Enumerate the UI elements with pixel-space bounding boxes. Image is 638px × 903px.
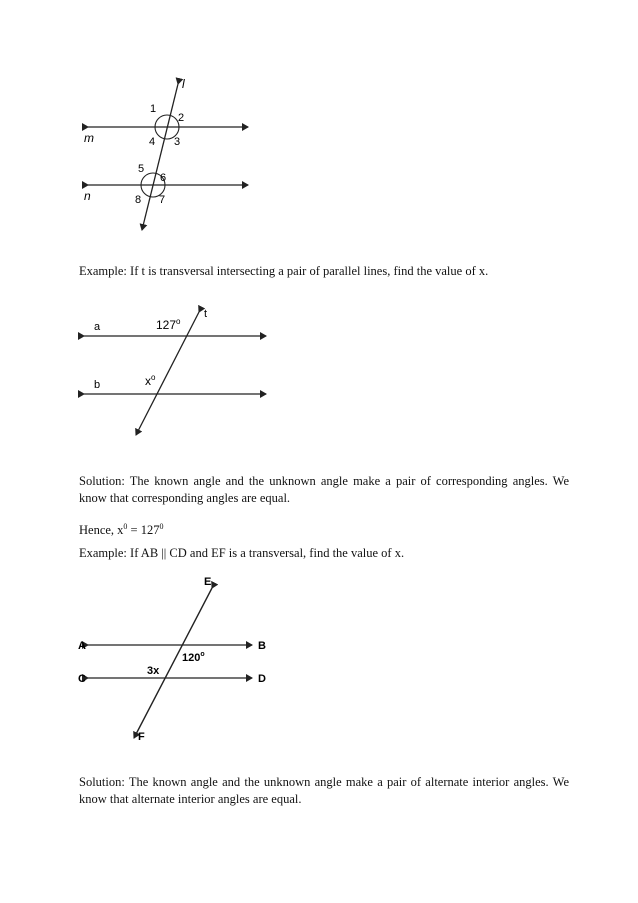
label-B: B	[258, 640, 266, 652]
angle-3x: 3x	[147, 665, 160, 677]
label-A: A	[78, 640, 86, 652]
label-l: l	[182, 77, 185, 91]
angle-5: 5	[138, 163, 145, 175]
label-D: D	[258, 673, 266, 685]
angle-2: 2	[178, 112, 185, 124]
angle-3: 3	[174, 136, 181, 148]
angle-x: $x^o$	[145, 373, 156, 388]
solution-1-text: Solution: The known angle and the unknown angle make a pair of corresponding angles. We know that corresponding angles are equal.	[79, 474, 569, 505]
label-b: b	[94, 379, 101, 391]
angle-7: 7	[159, 194, 166, 206]
angle-4: 4	[149, 136, 156, 148]
transversal-l	[142, 84, 181, 230]
solution-2-text: Solution: The known angle and the unknown angle make a pair of alternate interior angles. We know that alternate interior angles are equal.	[79, 775, 569, 806]
label-F: F	[138, 731, 145, 743]
label-t: t	[204, 308, 208, 320]
parallel-lines-figure-2	[78, 302, 273, 442]
example-1-text: Example: If t is transversal intersecting a pair of parallel lines, find the value of x.	[79, 264, 489, 278]
hence-equation: Hence, $x^0 = 127^0$	[79, 522, 164, 538]
angle-1: 1	[150, 103, 157, 115]
angle-8: 8	[135, 194, 142, 206]
angle-127: 127$^o$	[156, 317, 181, 332]
parallel-lines-figure-3	[76, 574, 276, 746]
angle-120: 120$^o$	[182, 651, 205, 664]
label-E: E	[204, 576, 212, 588]
parallel-lines-figure-1	[78, 72, 263, 237]
angle-6: 6	[160, 172, 167, 184]
example-2-text: Example: If AB || CD and EF is a transversal, find the value of x.	[79, 546, 405, 560]
label-C: C	[78, 673, 86, 685]
label-n: n	[84, 189, 91, 203]
label-m: m	[84, 131, 94, 145]
label-a: a	[94, 321, 101, 333]
